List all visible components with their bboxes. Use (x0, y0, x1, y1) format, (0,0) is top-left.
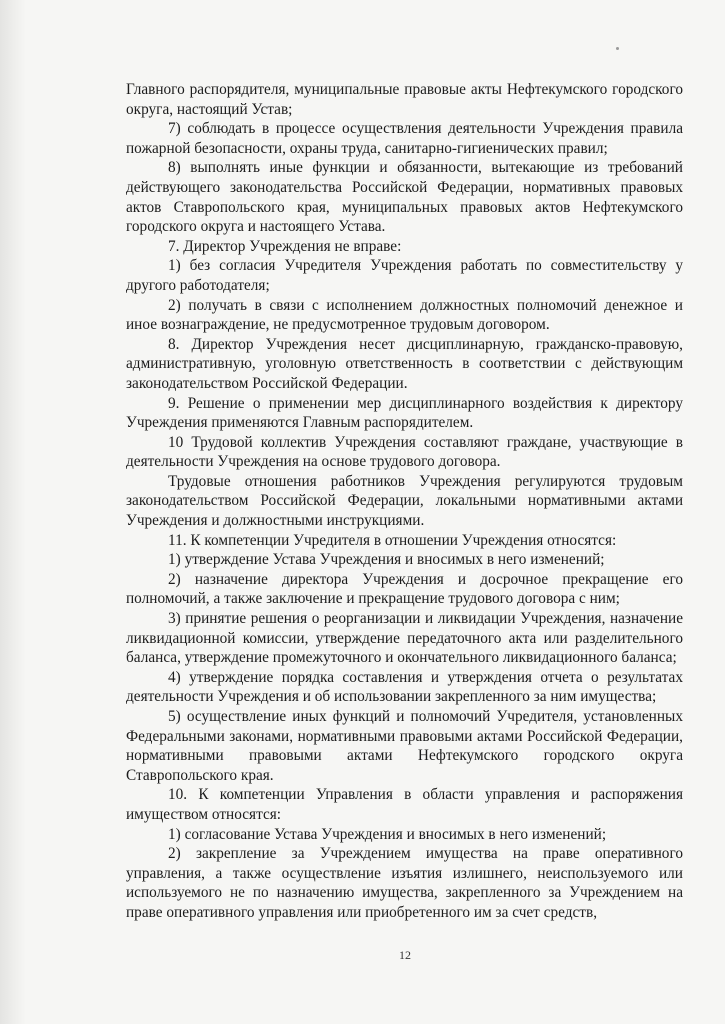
paragraph: 10 Трудовой коллектив Учреждения составляют граждане, участвующие в деятельности Учреждения на основе трудового договора. (126, 433, 683, 471)
paragraph: 9. Решение о применении мер дисциплинарного воздействия к директору Учреждения применяются Главным распорядителем. (126, 394, 683, 432)
paragraph: Главного распорядителя, муниципальные правовые акты Нефтекумского городского округа, настоящий Устав; (126, 81, 683, 118)
paragraph: 4) утверждение порядка составления и утверждения отчета о результатах деятельности Учреждения и об использовании закрепленного за ним имущества; (126, 668, 683, 706)
page-number: 12 (399, 948, 411, 962)
scan-mark (616, 47, 619, 50)
paragraph: 7. Директор Учреждения не вправе: (168, 237, 402, 255)
paragraph: 10. К компетенции Управления в области управления и распоряжения имуществом относятся: (126, 786, 683, 823)
document-body (126, 80, 683, 923)
paragraph: 1) утверждение Устава Учреждения и вносимых в него изменений; (168, 551, 605, 569)
paragraph: 3) принятие решения о реорганизации и ликвидации Учреждения, назначение ликвидационной комиссии, утверждение передаточного акта или разделительного баланса, утверждение промежуточного и окончательного ликвидационного баланса; (126, 610, 683, 667)
paragraph: 7) соблюдать в процессе осуществления деятельности Учреждения правила пожарной безопасности, охраны труда, санитарно-гигиенических правил; (126, 120, 683, 157)
binding-shadow (0, 0, 26, 1024)
paragraph: 2) закрепление за Учреждением имущества на праве оперативного управления, а также осуществление изъятия излишнего, неиспользуемого или используемого не по назначению имущества, закрепленного за Учреждением на праве оперативного управления или приобретенного им за счет средств, (126, 845, 683, 921)
paragraph: 8) выполнять иные функции и обязанности, вытекающие из требований действующего законодательства Российской Федерации, нормативных правовых актов Ставропольского края, муниципальных правовых актов Нефтекумского городского округа и настоящего Устава. (126, 159, 683, 236)
paragraph: 2) получать в связи с исполнением должностных полномочий денежное и иное вознаграждение, не предусмотренное трудовым договором. (126, 296, 683, 334)
paragraph: Трудовые отношения работников Учреждения регулируются трудовым законодательством Российской Федерации, локальными нормативными актами Учреждения и должностными инструкциями. (126, 472, 683, 530)
paragraph: 1) без согласия Учредителя Учреждения работать по совместительству у другого работодателя; (126, 257, 683, 294)
paragraph: 1) согласование Устава Учреждения и вносимых в него изменений; (168, 825, 607, 843)
paragraph: 8. Директор Учреждения несет дисциплинарную, гражданско-правовую, административную, уголовную ответственность в соответствии с действующим законодательством Российской Федерации. (126, 335, 683, 392)
paragraph: 2) назначение директора Учреждения и досрочное прекращение его полномочий, а также заключение и прекращение трудового договора с ним; (126, 570, 683, 608)
paragraph: 11. К компетенции Учредителя в отношении Учреждения относятся: (168, 531, 617, 549)
paragraph: 5) осуществление иных функций и полномочий Учредителя, установленных Федеральными законами, нормативными правовыми актами Российской Федерации, нормативными правовыми актами Нефтекумского городского округа Ставропольского края. (126, 708, 683, 784)
